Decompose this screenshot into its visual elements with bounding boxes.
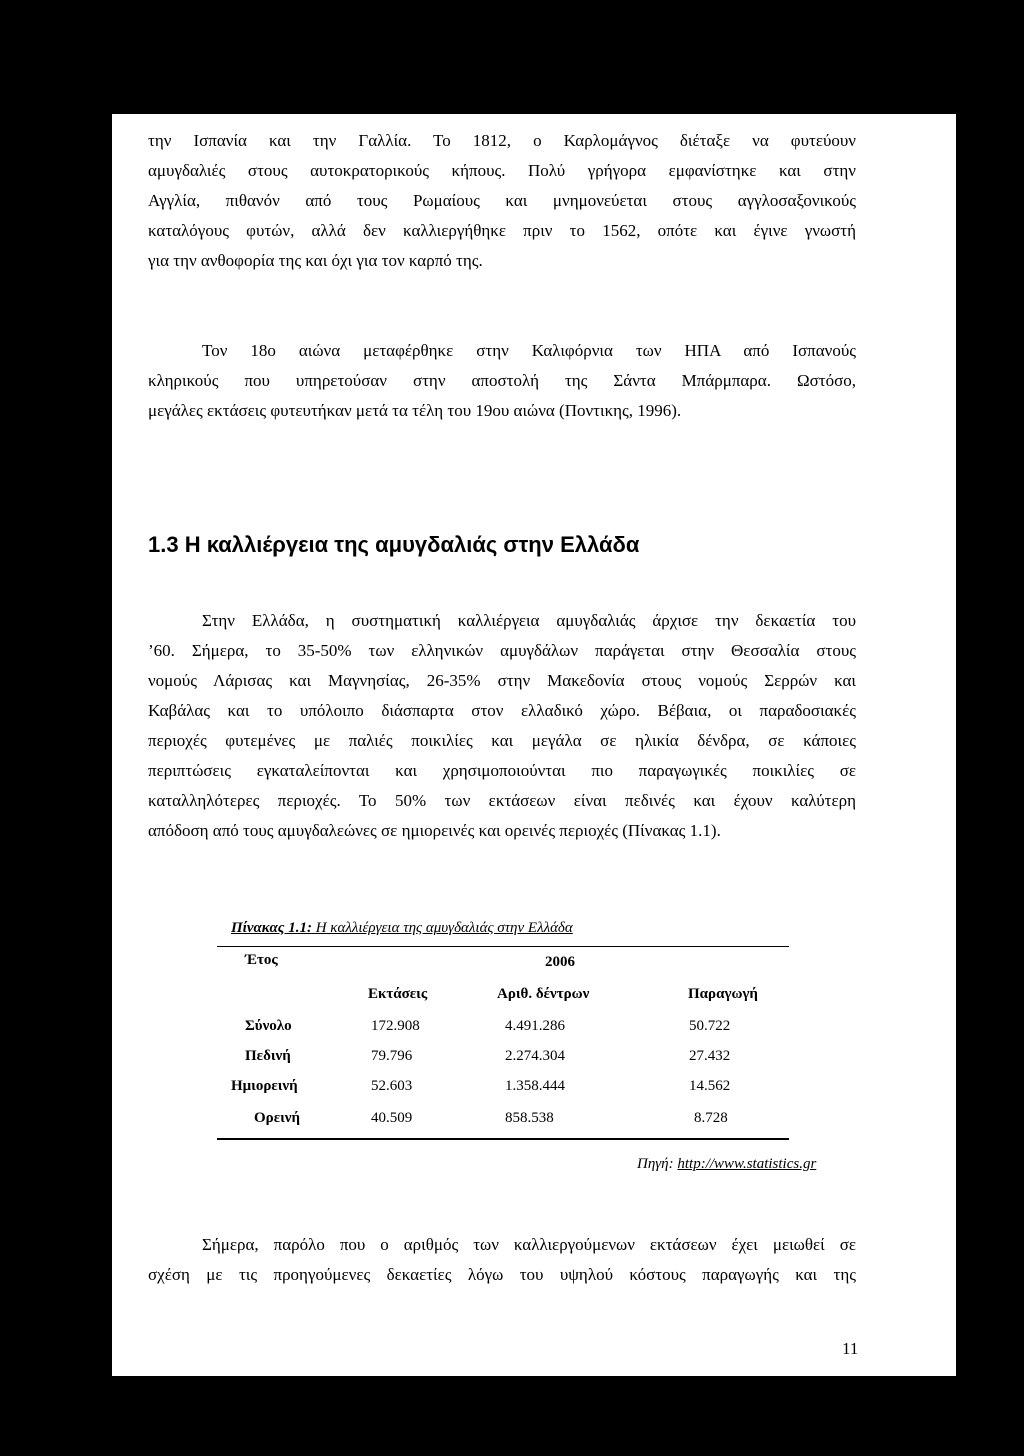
row-area: 79.796 bbox=[371, 1048, 413, 1064]
text-line: καταλόγους φυτών, αλλά δεν καλλιεργήθηκε πριν το 1562, οπότε και έγινε γνωστή bbox=[148, 221, 856, 240]
text-line: περιπτώσεις εγκαταλείπονται και χρησιμοποιούνται πιο παραγωγικές ποικιλίες σε bbox=[148, 761, 856, 780]
text-line: την Ισπανία και την Γαλλία. Το 1812, ο Καρλομάγνος διέταξε να φυτεύουν bbox=[148, 131, 856, 150]
paragraph-today bbox=[148, 1230, 856, 1290]
text-line: νομούς Λάρισας και Μαγνησίας, 26-35% στην Μακεδονία στους νομούς Σερρών και bbox=[148, 671, 856, 690]
row-area: 172.908 bbox=[371, 1018, 420, 1034]
text-line: ’60. Σήμερα, το 35-50% των ελληνικών αμυγδάλων παράγεται στην Θεσσαλία στους bbox=[148, 641, 856, 660]
row-trees: 858.538 bbox=[505, 1110, 554, 1126]
table-bottom-rule bbox=[217, 1138, 789, 1140]
row-production: 50.722 bbox=[689, 1018, 731, 1034]
row-production: 8.728 bbox=[694, 1110, 728, 1126]
text-line: Σήμερα, παρόλο που ο αριθμός των καλλιεργούμενων εκτάσεων έχει μειωθεί σε bbox=[202, 1235, 856, 1254]
document-page bbox=[112, 114, 956, 1376]
row-area: 52.603 bbox=[371, 1078, 413, 1094]
row-label: Ημιορεινή bbox=[231, 1078, 298, 1094]
table-header-area: Εκτάσεις bbox=[368, 986, 428, 1002]
text-line: Στην Ελλάδα, η συστηματική καλλιέργεια αμυγδαλιάς άρχισε την δεκαετία του bbox=[202, 611, 856, 630]
row-trees: 4.491.286 bbox=[505, 1018, 565, 1034]
table-caption-title: Η καλλιέργεια της αμυγδαλιάς στην Ελλάδα bbox=[311, 920, 573, 936]
source-label: Πηγή: bbox=[637, 1156, 674, 1172]
text-line: κληρικούς που υπηρετούσαν στην αποστολή της Σάντα Μπάρμπαρα. Ωστόσο, bbox=[148, 371, 856, 390]
page-number: 11 bbox=[842, 1339, 859, 1358]
table-source bbox=[637, 1156, 816, 1173]
paragraph-history-spread bbox=[148, 126, 856, 276]
text-line: αμυγδαλιές στους αυτοκρατορικούς κήπους. Πολύ γρήγορα εμφανίστηκε και στην bbox=[148, 161, 856, 180]
table-caption bbox=[231, 920, 573, 937]
table-year: 2006 bbox=[545, 954, 575, 970]
text-line: καταλληλότερες περιοχές. Το 50% των εκτάσεων είναι πεδινές και έχουν καλύτερη bbox=[148, 791, 856, 810]
table-header-trees: Αριθ. δέντρων bbox=[497, 986, 590, 1002]
row-trees: 2.274.304 bbox=[505, 1048, 565, 1064]
table-header-production: Παραγωγή bbox=[688, 986, 758, 1002]
table-caption-number: Πίνακας 1.1: bbox=[231, 920, 312, 936]
row-area: 40.509 bbox=[371, 1110, 413, 1126]
row-label: Σύνολο bbox=[245, 1018, 292, 1034]
row-label: Πεδινή bbox=[245, 1048, 291, 1064]
text-line: περιοχές φυτεμένες με παλιές ποικιλίες και μεγάλα σε ηλικία δένδρα, σε κάποιες bbox=[148, 731, 856, 750]
paragraph-greece-cultivation bbox=[148, 606, 856, 846]
section-heading: 1.3 Η καλλιέργεια της αμυγδαλιάς στην Ελλάδα bbox=[148, 532, 640, 557]
table-year-label: Έτος bbox=[245, 952, 278, 968]
row-label: Ορεινή bbox=[254, 1110, 300, 1126]
row-trees: 1.358.444 bbox=[505, 1078, 565, 1094]
text-line: Αγγλία, πιθανόν από τους Ρωμαίους και μνημονεύεται στους αγγλοσαξονικούς bbox=[148, 191, 856, 210]
row-production: 27.432 bbox=[689, 1048, 731, 1064]
row-production: 14.562 bbox=[689, 1078, 731, 1094]
text-line: Καβάλας και το υπόλοιπο διάσπαρτα στον ελλαδικό χώρο. Βέβαια, οι παραδοσιακές bbox=[148, 701, 856, 720]
text-line: μεγάλες εκτάσεις φυτευτήκαν μετά τα τέλη του 19ου αιώνα (Ποντικης, 1996). bbox=[148, 401, 682, 420]
text-line: για την ανθοφορία της και όχι για τον καρπό της. bbox=[148, 251, 483, 270]
table-top-rule bbox=[217, 946, 789, 947]
text-line: Τον 18ο αιώνα μεταφέρθηκε στην Καλιφόρνια των ΗΠΑ από Ισπανούς bbox=[202, 341, 856, 360]
source-link[interactable]: http://www.statistics.gr bbox=[677, 1156, 817, 1172]
paragraph-california bbox=[148, 336, 856, 426]
text-line: σχέση με τις προηγούμενες δεκαετίες λόγω του υψηλού κόστους παραγωγής και της bbox=[148, 1265, 856, 1284]
text-line: απόδοση από τους αμυγδαλεώνες σε ημιορεινές και ορεινές περιοχές (Πίνακας 1.1). bbox=[148, 821, 721, 840]
